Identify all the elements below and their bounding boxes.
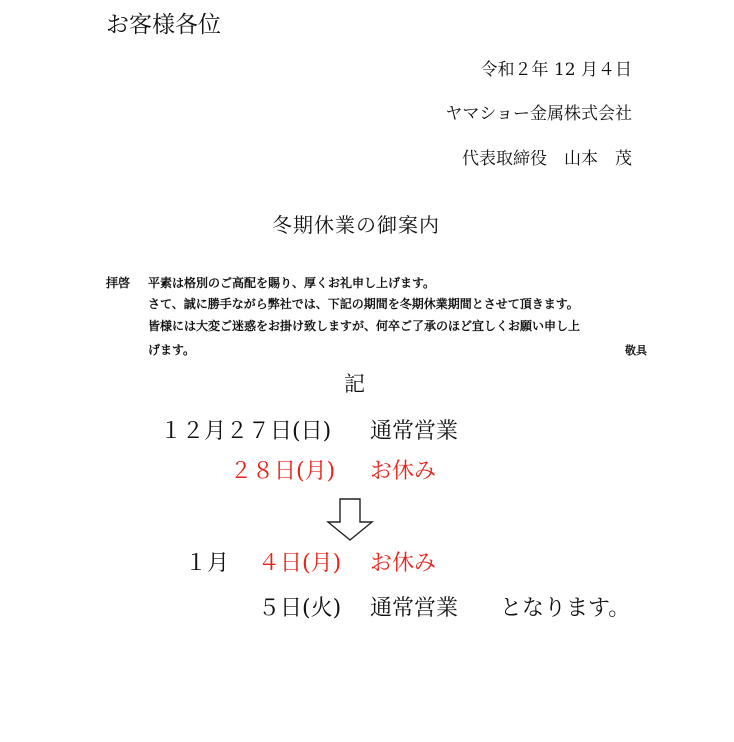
schedule-month: １月 (185, 551, 230, 576)
schedule-status-holiday: お休み (370, 551, 437, 576)
schedule-status-holiday: お休み (370, 459, 437, 484)
schedule-date: ５日(火) (258, 596, 342, 621)
closing-salutation: 敬具 (625, 344, 647, 357)
schedule-date-holiday: ２８日(月) (230, 459, 336, 484)
body-line: 皆様には大変ご迷惑をお掛け致しますが、何卒ご了承のほど宜しくお願い申し上 (148, 319, 581, 333)
document-title: 冬期休業の御案内 (272, 213, 440, 237)
body-line: さて、誠に勝手ながら弊社では、下記の期間を冬期休業期間とさせて頂きます。 (148, 297, 579, 311)
company-name: ヤマショー金属株式会社 (445, 104, 632, 124)
schedule-status: 通常営業 (370, 419, 459, 444)
schedule-ending: となります。 (500, 596, 631, 621)
notice-heading: 記 (344, 372, 365, 396)
body-line: げます。 (148, 343, 196, 357)
representative-name: 代表取締役 山本 茂 (462, 149, 632, 169)
issue-date: 令和２年 12 月４日 (480, 60, 632, 80)
body-line: 平素は格別のご高配を賜り、厚くお礼申し上げます。 (148, 276, 436, 290)
down-arrow-icon (326, 498, 374, 542)
schedule-status: 通常営業 (370, 596, 459, 621)
opening-salutation: 拝啓 (106, 276, 131, 290)
addressee: お客様各位 (106, 12, 221, 38)
schedule-date: １２月２７日(日) (160, 419, 332, 444)
schedule-date-holiday: ４日(月) (258, 551, 342, 576)
